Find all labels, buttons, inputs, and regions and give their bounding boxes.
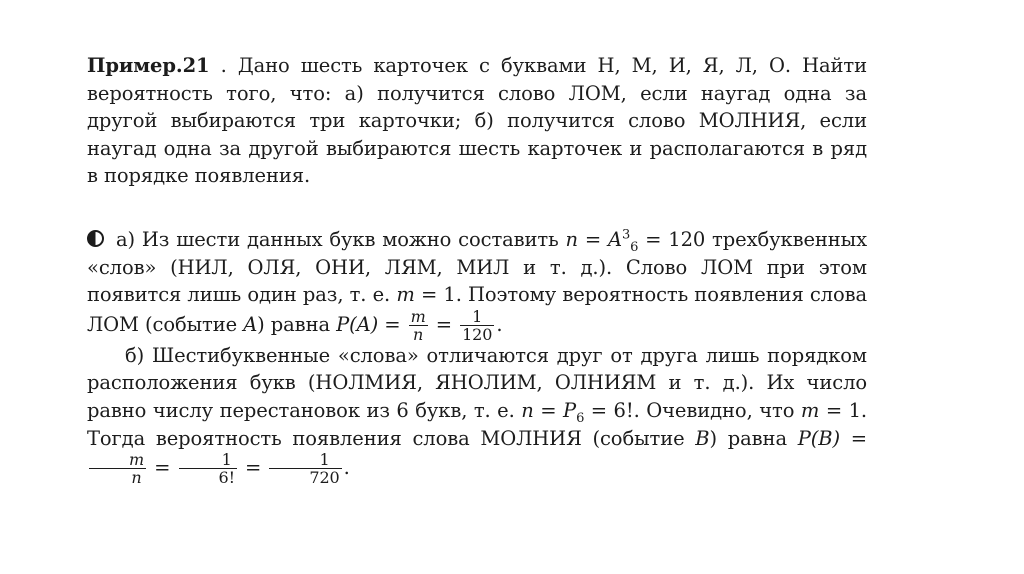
solution-b-text-3: = 1. Тогда вероятность появления слова МОЛНИЯ (событие (87, 398, 867, 450)
solution-b-text-1: б) Шестибуквенные «слова» отличаются друг от друга лишь порядком расположения букв (НОЛМИЯ, ЯНОЛИМ, ОЛНИЯМ и т. д.). Их число равно числу перестановок из 6 букв, т. е. (87, 343, 867, 422)
solution-part-a (87, 226, 867, 342)
probability-PA: P(A) (336, 312, 379, 336)
solution-a-eq-6: = (429, 312, 459, 336)
fraction-1-over-120 (460, 306, 494, 344)
arrangement-subscript: 6 (630, 239, 639, 255)
problem-label: Пример.21 (87, 54, 210, 77)
fraction-numerator: 1 (179, 452, 237, 469)
fraction-1-over-6-factorial (179, 450, 237, 488)
var-n: n (521, 398, 534, 422)
solution-b-text-2: = 6!. Очевидно, что (584, 398, 801, 422)
solution-b-text-4: ) равна (709, 426, 798, 450)
solution-a-text-2: = 120 трехбуквенных «слов» (НИЛ, ОЛЯ, ОНИ, ЛЯМ, МИЛ и т. д.). Слово ЛОМ при этом появится лишь один раз, т. е. (87, 227, 867, 307)
fraction-denominator: 120 (462, 324, 493, 344)
fraction-numerator: 1 (269, 452, 341, 469)
fraction-m-over-n (89, 450, 146, 488)
solution-b-eq-5: = (840, 426, 867, 450)
var-n: n (565, 227, 578, 251)
fraction-denominator: n (131, 468, 142, 488)
event-A: A (243, 312, 258, 336)
probability-PB: P(B) (797, 426, 840, 450)
fraction-denominator: 720 (309, 468, 340, 488)
solution-part-b (87, 342, 867, 488)
solution-a-eq-5: = (378, 312, 407, 336)
problem-statement (87, 52, 867, 190)
solution-a-text-1: а) Из шести данных букв можно составить (116, 227, 566, 251)
document-body (87, 52, 867, 488)
var-A: A (607, 227, 622, 251)
fraction-1-over-720 (269, 450, 341, 488)
var-m: m (396, 283, 415, 307)
arrangement-superscript: 3 (621, 227, 631, 243)
solution-b-eq-6: = (148, 456, 177, 480)
solution-b-eq-1: = (533, 398, 564, 422)
fraction-denominator: n (412, 324, 424, 344)
event-B: B (695, 426, 710, 450)
fraction-numerator: 1 (460, 309, 494, 326)
problem-text: . Дано шесть карточек с буквами Н, М, И, Я, Л, О. Найти вероятность того, что: а) получится слово ЛОМ, если наугад одна за другой выбираются три карточки; б) получится слово МОЛНИЯ, если наугад одна за другой выбираются шесть карточек и располагаются в ряд в порядке появления. (87, 54, 867, 188)
fraction-denominator: 6! (218, 468, 235, 488)
solution-a-eq-1: = (577, 227, 608, 251)
solution-start-marker-icon (87, 230, 104, 247)
solution-b-end: . (343, 456, 350, 480)
solution-a-text-4: ) равна (257, 312, 337, 336)
fraction-numerator: m (410, 306, 426, 326)
fraction-m-over-n (409, 306, 428, 344)
solution-a-end: . (496, 312, 503, 336)
solution-b-eq-7: = (238, 456, 268, 480)
fraction-numerator: m (89, 452, 146, 469)
var-P: P (563, 398, 577, 422)
solution-a-text-3: = 1. Поэтому вероятность появления слова ЛОМ (событие (87, 283, 867, 336)
permutation-subscript: 6 (576, 410, 585, 426)
var-m: m (800, 398, 820, 422)
